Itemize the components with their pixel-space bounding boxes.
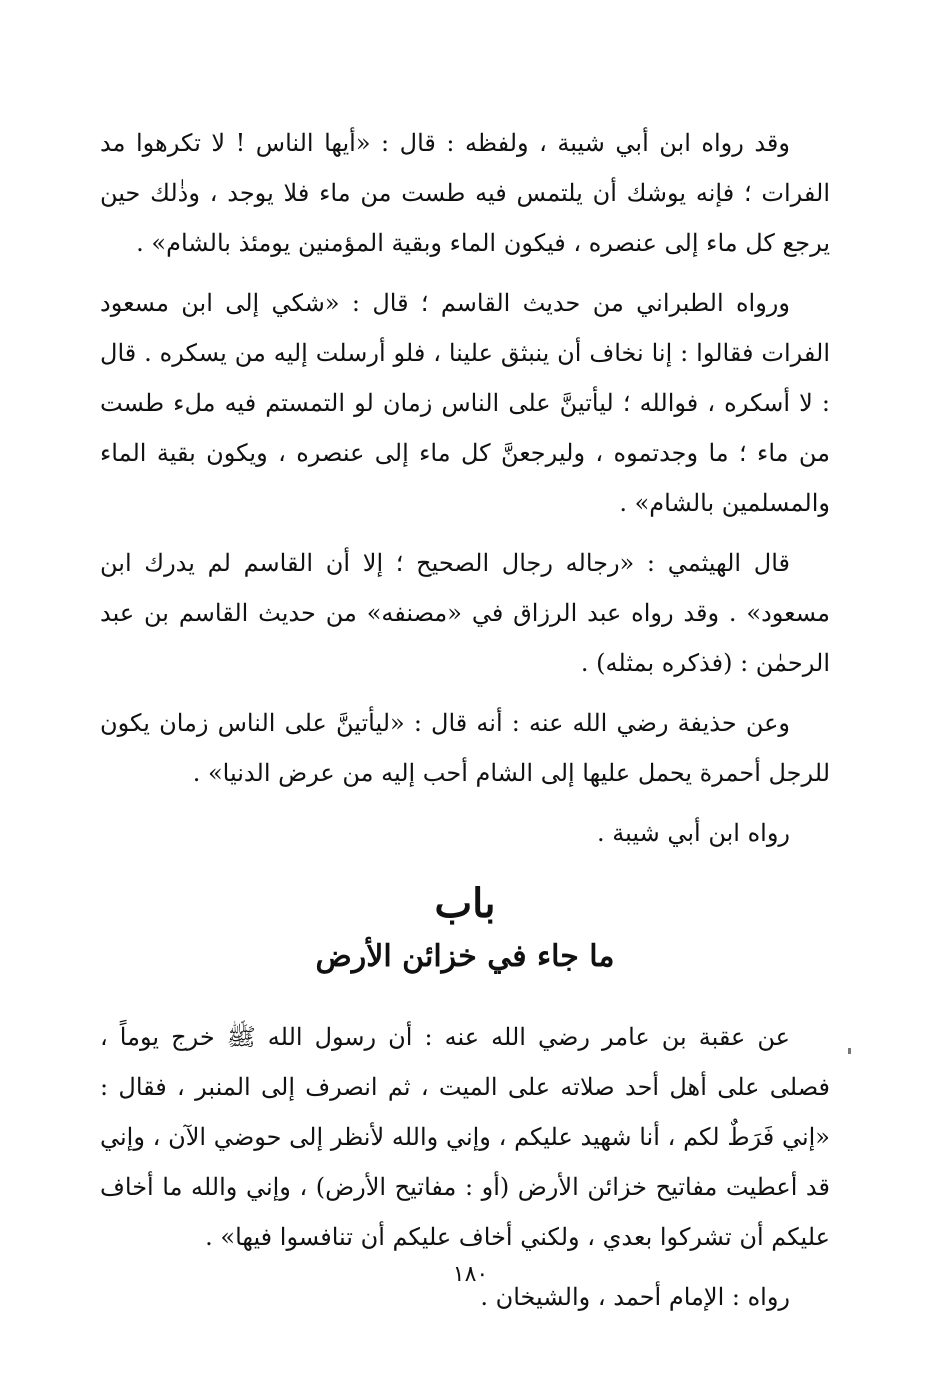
margin-mark xyxy=(848,1048,851,1054)
paragraph-hudhayfah: وعن حذيفة رضي الله عنه : أنه قال : «ليأتينَّ على الناس زمان يكون للرجل أحمرة يحمل عليها إلى الشام أحب إليه من عرض الدنيا» . xyxy=(100,709,830,787)
paragraph-haythami: قال الهيثمي : «رجاله رجال الصحيح ؛ إلا أن القاسم لم يدرك ابن مسعود» . وقد رواه عبد الرزاق في «مصنفه» من حديث القاسم بن عبد الرحمٰن : (فذكره بمثله) . xyxy=(100,549,830,677)
paragraph-tabarani: ورواه الطبراني من حديث القاسم ؛ قال : «شكي إلى ابن مسعود الفرات فقالوا : إنا نخاف أن ينبثق علينا ، فلو أرسلت إليه من يسكره . قال : لا أسكره ، فوالله ؛ ليأتينَّ على الناس زمان لو التمستم فيه ملء طست من ماء ؛ ما وجدتموه ، وليرجعنَّ كل ماء إلى عنصره ، ويكون بقية الماء والمسلمين بالشام» . xyxy=(100,289,831,517)
paragraph-ibn-abi-shaybah: وقد رواه ابن أبي شيبة ، ولفظه : قال : «أيها الناس ! لا تكرهوا مد الفرات ؛ فإنه يوشك أن يلتمس فيه طست من ماء فلا يوجد ، وذٰلك حين يرجع كل ماء إلى عنصره ، فيكون الماء وبقية المؤمنين يومئذ بالشام» . xyxy=(100,129,830,257)
chapter-heading xyxy=(100,876,830,982)
paragraph-narration-source: رواه ابن أبي شيبة . xyxy=(597,819,790,847)
paragraph-narrators: رواه : الإمام أحمد ، والشيخان . xyxy=(480,1283,790,1311)
paragraph-uqbah-hadith: عن عقبة بن عامر رضي الله عنه : أن رسول الله ﷺ خرج يوماً ، فصلى على أهل أحد صلاته على الميت ، ثم انصرف إلى المنبر ، فقال : «إني فَرَطٌ لكم ، أنا شهيد عليكم ، وإني والله لأنظر إلى حوضي الآن ، وإني قد أعطيت مفاتيح خزائن الأرض (أو : مفاتيح الأرض) ، وإني والله ما أخاف عليكم أن تشركوا بعدي ، ولكني أخاف عليكم أن تنافسوا فيها» . xyxy=(100,1023,830,1251)
chapter-title: ما جاء في خزائن الأرض xyxy=(315,939,615,974)
page-number: ١٨٠ xyxy=(452,1262,489,1287)
chapter-label: باب xyxy=(434,880,496,927)
page-body xyxy=(100,118,830,1332)
